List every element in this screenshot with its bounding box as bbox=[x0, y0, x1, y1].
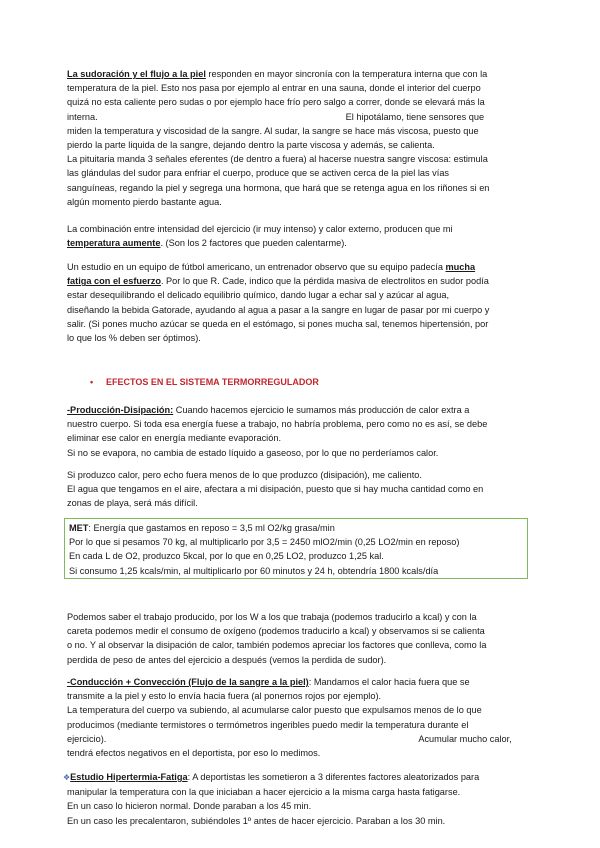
text-line: Si no se evapora, no cambia de estado líquido a gaseoso, por lo que no perderíamos calor. bbox=[67, 447, 439, 458]
text-line: Cuando hacemos ejercicio le sumamos más producción de calor extra a bbox=[173, 405, 470, 415]
text-line: El hipotálamo, tiene sensores que bbox=[345, 111, 485, 122]
text-line: lo que los % deben ser óptimos). bbox=[67, 333, 201, 344]
text-line: perdida de peso de antes del ejercicio a después (vemos la perdida de sudor). bbox=[67, 654, 387, 665]
term-fatiga: fatiga con el esfuerzo bbox=[67, 276, 161, 287]
text-line: Si consumo 1,25 kcals/min, al multiplicarlo por 60 minutos y 24 h, obtendría 1800 kcals/día bbox=[69, 565, 439, 576]
term-estudio: Estudio Hipertermia-Fatiga bbox=[70, 772, 188, 782]
text-line: En un caso les precalentaron, subiéndoles 1º antes de hacer ejercicio. Paraban a los 30 min. bbox=[67, 815, 446, 826]
text-line: En un caso lo hicieron normal. Donde paraban a los 45 min. bbox=[67, 801, 312, 812]
paragraph-disipacion bbox=[67, 468, 529, 511]
heading-text: EFECTOS EN EL SISTEMA TERMORREGULADOR bbox=[106, 377, 319, 387]
text-line: El agua que tengamos en el aire, afectara a mi disipación, puesto que si hay mucha cantidad como en bbox=[67, 484, 484, 495]
text-line: zonas de playa, será más difícil. bbox=[67, 498, 198, 509]
text-line: algún momento pierdo bastante agua. bbox=[67, 196, 222, 207]
text-line: La temperatura del cuerpo va subiendo, al acumularse calor puesto que expulsamos menos de lo que bbox=[67, 705, 482, 716]
text-line: Por lo que si pesamos 70 kg, al multiplicarlo por 3,5 = 2450 mlO2/min (0,25 LO2/min en reposo) bbox=[69, 537, 460, 548]
text-line: . (Son los 2 factores que pueden calentarme). bbox=[160, 238, 347, 249]
text-line: Acumular mucho calor, bbox=[418, 733, 512, 744]
text-line: salir. (Si pones mucho azúcar se queda en el estómago, si pones mucha sal, tenemos hipertensión, por bbox=[67, 318, 489, 329]
term-mucha: mucha bbox=[445, 262, 476, 272]
diamond-bullet-icon: ❖ bbox=[63, 773, 71, 782]
text-line: . Por lo que R. Cade, indico que la pérdida masiva de electrolitos en sudor podía bbox=[160, 276, 489, 287]
text-line: En cada L de O2, produzco 5kcal, por lo que en 0,25 LO2, produzco 1,25 kal. bbox=[69, 551, 384, 562]
text-line: tendrá efectos negativos en el deportista, por eso lo medimos. bbox=[67, 748, 321, 759]
text-line: : Energía que gastamos en reposo = 3,5 ml O2/kg grasa/min bbox=[88, 523, 335, 533]
text-line: manipular la temperatura con la que iniciaban a hacer ejercicio a la misma carga hasta fatigarse. bbox=[67, 787, 461, 798]
text-line: interna. bbox=[67, 111, 98, 122]
paragraph-estudio bbox=[63, 770, 533, 828]
paragraph-sudoracion bbox=[67, 67, 529, 209]
met-box bbox=[64, 518, 528, 579]
text-line: miden la temperatura y viscosidad de la sangre. Al sudar, la sangre se hace más viscosa, puesto que bbox=[67, 125, 479, 136]
text-line: ejercicio). bbox=[67, 733, 107, 744]
text-line: Si produzco calor, pero echo fuera menos de lo que produzco (disipación), me caliento. bbox=[67, 470, 422, 480]
text-line: sanguíneas, regando la piel y segrega una hormona, que hará que se retenga agua en los riñones si en bbox=[67, 182, 490, 193]
text-line: eliminar ese calor en energía mediante evaporación. bbox=[67, 433, 281, 444]
text-line: estar desequilibrando el delicado equilibrio químico, dando lugar a echar sal y azúcar al agua, bbox=[67, 290, 450, 301]
text-line: nuestro cuerpo. Si toda esa energía fuese a trabajo, no habría problema, pero como no es así, se debe bbox=[67, 419, 488, 430]
text-line: producimos (mediante termistores o termómetros ingeribles puedo medir la temperatura durante el bbox=[67, 719, 469, 730]
text-line: las glándulas del sudor para enfriar el cuerpo, produce que se activen cerca de la piel las vías bbox=[67, 168, 450, 179]
bullet-icon: • bbox=[90, 377, 94, 387]
paragraph-gatorade bbox=[67, 260, 529, 345]
text-line: Podemos saber el trabajo producido, por los W a los que trabaja (podemos traducirlo a kcal) y con la bbox=[67, 612, 477, 622]
term-met: MET bbox=[69, 523, 89, 533]
paragraph-trabajo bbox=[67, 610, 529, 667]
text-line: : A deportistas les sometieron a 3 diferentes factores aleatorizados para bbox=[187, 772, 480, 782]
text-line: careta podemos medir el consumo de oxígeno (podemos traducirlo a kcal) y observamos si se calienta bbox=[67, 626, 485, 637]
term-conduccion: -Conducción + Convección (Flujo de la sangre a la piel) bbox=[67, 677, 309, 687]
text-line: : Mandamos el calor hacia fuera que se bbox=[308, 677, 470, 687]
text-line: quizá no esta caliente pero sudas o por ejemplo hace frío pero salgo a correr, donde se elevará más la bbox=[67, 97, 485, 108]
text-line: temperatura de la piel. Esto nos pasa por ejemplo al entrar en una sauna, donde el interior del cuerpo bbox=[67, 83, 481, 94]
text-line: Un estudio en un equipo de fútbol americano, un entrenador observo que su equipo padecía bbox=[67, 262, 446, 272]
term-temperatura-aumente: temperatura aumente bbox=[67, 238, 161, 249]
text-line: transmite a la piel y esto lo envía hacia fuera (al ponernos rojos por ejemplo). bbox=[67, 691, 382, 702]
text-line: La pituitaria manda 3 señales eferentes (de dentro a fuera) al hacerse nuestra sangre viscosa: estimula bbox=[67, 154, 488, 165]
text-line: responden en mayor sincronía con la temperatura interna que con la bbox=[205, 69, 488, 79]
section-heading bbox=[90, 375, 319, 389]
text-line: o no. Y al observar la disipación de calor, también podemos apreciar los factores que conlleva, como la bbox=[67, 640, 487, 651]
paragraph-conduccion bbox=[67, 675, 529, 760]
paragraph-combinacion bbox=[67, 222, 529, 250]
paragraph-produccion bbox=[67, 403, 529, 460]
text-line: diseñando la bebida Gatorade, ayudando al agua a pasar a la sangre en lugar de pasar por mi cuerpo y bbox=[67, 304, 490, 315]
term-sudoracion: La sudoración y el flujo a la piel bbox=[67, 69, 206, 79]
text-line: La combinación entre intensidad del ejercicio (ir muy intenso) y calor externo, producen que mi bbox=[67, 224, 453, 234]
term-produccion: -Producción-Disipación: bbox=[67, 405, 174, 415]
text-line: pierdo la parte liquida de la sangre, dejando dentro la parte viscosa y además, se calienta. bbox=[67, 140, 435, 151]
